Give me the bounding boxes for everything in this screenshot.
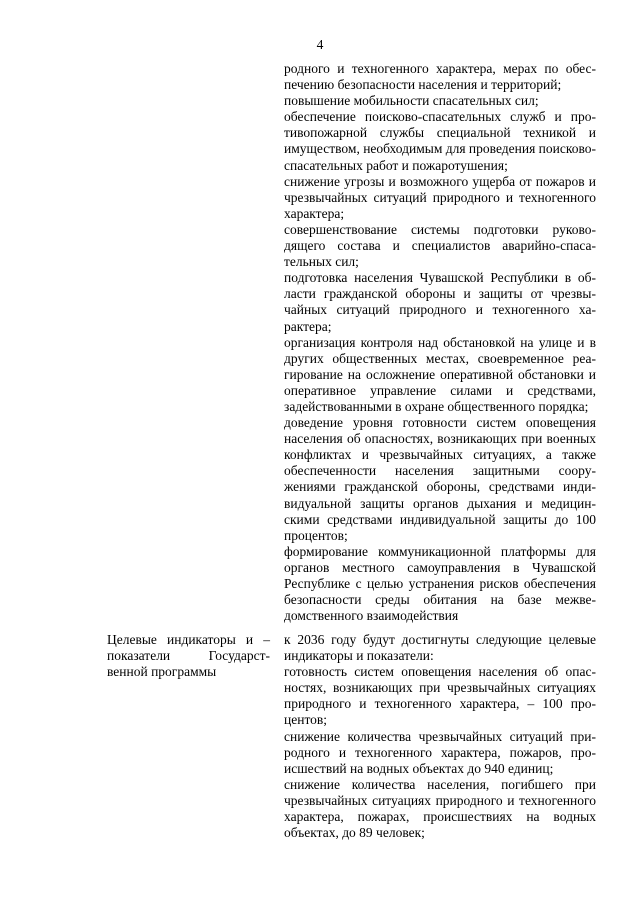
indicator-item: снижение количества чрезвычайных ситуаций природного и техногенного характера, пожаров, происшествий на водных объектах до 940 единиц; [284,728,596,776]
indicators-label-cell [107,632,270,680]
indicator-item: снижение количества населения, погибшего при чрезвычайных ситуациях природного и техногенного характера, пожарах, происшествиях на водных объектах, до 89 человек; [284,776,596,841]
page-number: 4 [316,37,324,52]
task-item: обеспечение поисково-спасательных служб и противопожарной службы специальной техникой и имуществом, необходимым для проведения поисково-спасательных работ и пожаротушения; [284,109,597,173]
task-item: подготовка населения Чувашской Республики в области гражданской обороны и защиты от чрезвычайных ситуаций природного и техногенного характера; [284,270,596,334]
indicators-label: Целевые индикаторы и – показатели Государственной программы [107,632,270,680]
task-item: снижение угрозы и возможного ущерба от пожаров и чрезвычайных ситуаций природного и техногенного характера; [284,173,596,221]
task-item: повышение мобильности спасательных сил; [284,93,539,109]
task-item: организация контроля над обстановкой на улице и в других общественных местах, своевременное реагирование на осложнение оперативной обстановки и оперативное управление силами и средствами, задействованными в охране общественного порядка; [284,334,596,414]
task-item: формирование коммуникационной платформы для органов местного самоуправления в Чувашской Республике с целью устранения рисков обеспечения безопасности среды обитания на базе межведомственного взаимодействия [284,543,596,624]
indicators-list [284,632,596,841]
indicator-item: к 2036 году будут достигнуты следующие целевые индикаторы и показатели: [284,632,596,664]
task-item: родного и техногенного характера, мерах по обеспечению безопасности населения и территорий; [284,61,596,93]
task-item: совершенствование системы подготовки руководящего состава и специалистов аварийно-спасательных сил; [284,221,596,270]
task-item: доведение уровня готовности систем оповещения населения об опасностях, возникающих при военных конфликтах и чрезвычайных ситуациях, а также обеспеченности населения защитными сооружениями гражданской обороны, средствами индивидуальной защиты органов дыхания и медицинскими средствами индивидуальной защиты до 100 процентов; [284,415,596,543]
indicator-item: готовность систем оповещения населения об опасностях, возникающих при чрезвычайных ситуациях природного и техногенного характера, – 100 процентов; [284,664,596,728]
tasks-list [284,61,596,624]
